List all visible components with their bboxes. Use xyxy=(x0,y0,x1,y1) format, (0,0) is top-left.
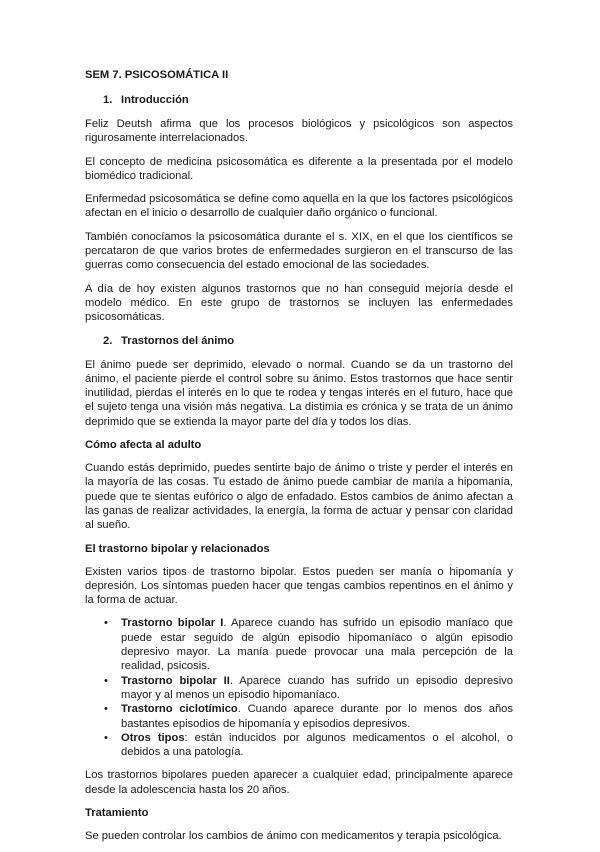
subheading-tratamiento: Tratamiento xyxy=(85,806,149,819)
list-item-term: Trastorno ciclotímico xyxy=(121,703,238,716)
section-heading-trastornos xyxy=(85,334,513,348)
adulto-paragraph: Cuando estás deprimido, puedes sentirte bajo de ánimo o triste y perder el interés en la mayoría de las cosas. Tu estado de ánimo puede cambiar de manía a hipomanía, puede que te sientas eufórico o algo de enfadado. Estos cambios de ánimo afectan a las ganas de realizar actividades, la energía, la forma de actuar y pensar con claridad al sueño. xyxy=(85,462,513,532)
bipolar-types-list xyxy=(85,616,513,759)
bipolar-paragraph: Existen varios tipos de trastorno bipolar. Estos pueden ser manía o hipomanía y depresión. Los síntomas pueden hacer que tengas cambios repentinos en el ánimo y la forma de actuar. xyxy=(85,565,513,607)
trastornos-paragraph: El ánimo puede ser deprimido, elevado o normal. Cuando se da un trastorno del ánimo, el paciente pierde el control sobre su ánimo. Estos trastornos que hace sentir inutilidad, pierdas el interés en lo que te rodea y tengas interés en el futuro, hace que el sujeto tenga una visión más negativa. La distimia es crónica y se trata de un ánimo deprimido que se extienda la mayor parte del día y todos los días. xyxy=(85,358,513,428)
list-item xyxy=(85,674,513,703)
intro-paragraph: También conocíamos la psicosomática durante el s. XIX, en el que los científicos se percataron de que varios brotes de enfermedades surgieron en el transcurso de las guerras como consecuencia del estado emocional de las sociedades. xyxy=(85,230,513,272)
intro-paragraph: El concepto de medicina psicosomática es diferente a la presentada por el modelo biomédico tradicional. xyxy=(85,155,513,182)
list-item-term: Trastorno bipolar II xyxy=(121,674,230,687)
subheading-adulto: Cómo afecta al adulto xyxy=(85,439,202,452)
section-number: 2. xyxy=(103,334,113,347)
section-number: 1. xyxy=(103,94,113,106)
document-page xyxy=(85,68,513,852)
bullet-icon: • xyxy=(104,617,108,630)
intro-paragraph: A día de hoy existen algunos trastornos que no han conseguid mejoría desde el modelo médico. En este grupo de trastornos se incluyen las enfermedades psicosomáticas. xyxy=(85,282,513,324)
intro-paragraph: Feliz Deutsh afirma que los procesos biológicos y psicológicos son aspectos rigurosamente interrelacionados. xyxy=(85,118,513,145)
list-item-text: . Aparece cuando has sufrido un episodio maníaco que puede estar seguido de algún episodio hipomaníaco o algún episodio depresivo mayor. La manía puede provocar una mala percepción de la realidad, psicosis. xyxy=(121,617,513,673)
intro-paragraph: Enfermedad psicosomática se define como aquella en la que los factores psicológicos afectan en el inicio o desarrollo de cualquier daño orgánico o funcional. xyxy=(85,193,513,220)
list-item-text: . Aparece cuando has sufrido un episodio depresivo mayor y al menos un episodio hipomaníaco. xyxy=(121,674,513,701)
section-title: Trastornos del ánimo xyxy=(121,334,235,347)
section-heading-introduccion xyxy=(85,93,513,107)
tratamiento-paragraph: Se pueden controlar los cambios de ánimo con medicamentos y terapia psicológica. xyxy=(85,829,502,842)
bullet-icon: • xyxy=(104,731,108,744)
list-item-term: Trastorno bipolar I xyxy=(121,617,224,630)
bipolar-closing-paragraph: Los trastornos bipolares pueden aparecer a cualquier edad, principalmente aparece desde la adolescencia hasta los 20 años. xyxy=(85,769,513,796)
list-item-term: Otros tipos xyxy=(121,731,185,744)
bullet-icon: • xyxy=(104,674,108,687)
list-item-text: : están inducidos por algunos medicamentos o el alcohol, o debidos a una patología. xyxy=(121,731,513,759)
list-item xyxy=(85,702,513,731)
bullet-icon: • xyxy=(104,703,108,716)
list-item xyxy=(85,731,513,760)
list-item xyxy=(85,616,513,673)
list-item-text: . Cuando aparece durante por lo menos dos años bastantes episodios de hipomanía y episodios depresivos. xyxy=(121,703,513,730)
document-title: SEM 7. PSICOSOMÁTICA II xyxy=(85,69,229,81)
subheading-bipolar: El trastorno bipolar y relacionados xyxy=(85,542,270,555)
section-title: Introducción xyxy=(121,94,189,106)
